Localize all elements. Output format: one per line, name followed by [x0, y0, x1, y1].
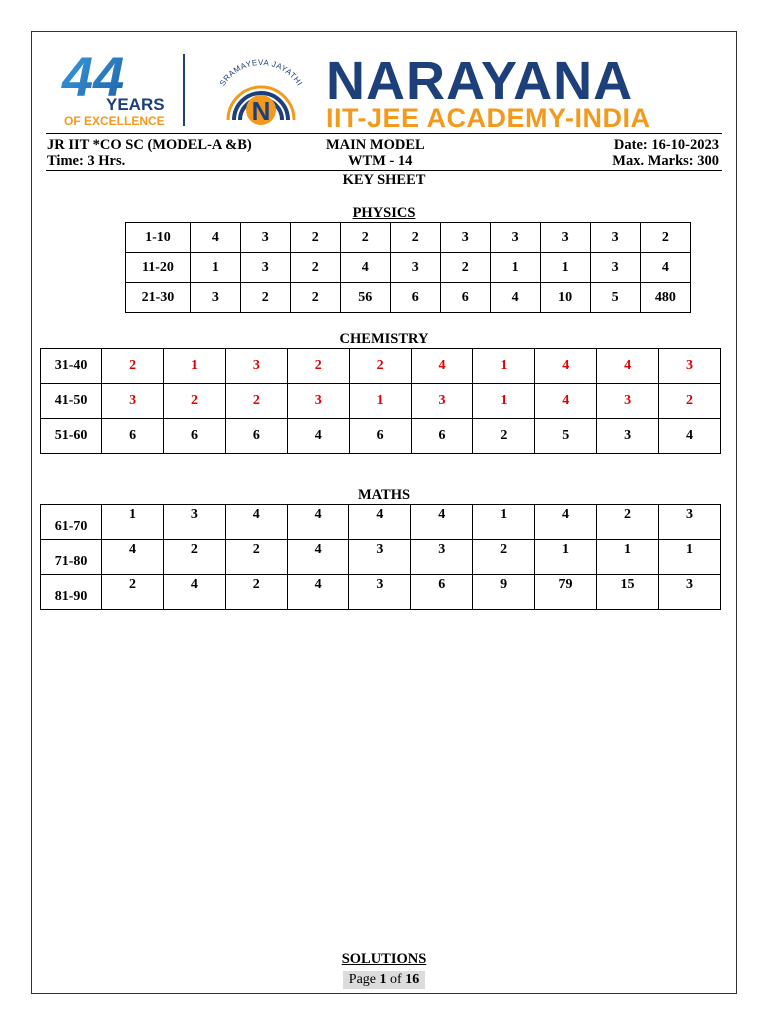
answer-cell: 3	[597, 419, 659, 454]
answer-cell: 2	[287, 349, 349, 384]
table-row	[126, 253, 691, 283]
answer-cell: 6	[411, 419, 473, 454]
answer-cell: 3	[659, 505, 721, 540]
answer-cell: 4	[535, 349, 597, 384]
answer-cell: 2	[290, 253, 340, 283]
answer-cell: 4	[349, 505, 411, 540]
answer-cell: 5	[590, 283, 640, 313]
answer-cell: 4	[287, 505, 349, 540]
chemistry-title: CHEMISTRY	[339, 331, 429, 347]
question-range: 31-40	[41, 349, 102, 384]
question-range: 41-50	[41, 384, 102, 419]
answer-cell: 6	[225, 419, 287, 454]
answer-cell: 79	[535, 575, 597, 610]
question-range: 71-80	[41, 540, 102, 575]
narayana-emblem	[200, 50, 322, 130]
answer-cell: 2	[640, 223, 690, 253]
svg-text:SRAMAYEVA JAYATHI	[218, 58, 304, 88]
answer-cell: 3	[411, 384, 473, 419]
answer-cell: 6	[440, 283, 490, 313]
answer-cell: 4	[287, 540, 349, 575]
answer-cell: 2	[659, 384, 721, 419]
header-rule-bottom	[46, 170, 722, 171]
physics-key-table	[125, 222, 691, 313]
answer-cell: 4	[411, 505, 473, 540]
excellence-text: OF EXCELLENCE	[64, 114, 165, 128]
answer-cell: 1	[473, 349, 535, 384]
answer-cell: 15	[597, 575, 659, 610]
answer-cell: 3	[390, 253, 440, 283]
table-row	[41, 575, 721, 610]
answer-cell: 4	[535, 384, 597, 419]
answer-cell: 3	[490, 223, 540, 253]
answer-cell: 4	[640, 253, 690, 283]
solutions-heading: SOLUTIONS	[341, 951, 427, 967]
answer-cell: 2	[473, 419, 535, 454]
answer-cell: 3	[190, 283, 240, 313]
answer-cell: 4	[102, 540, 164, 575]
answer-cell: 3	[349, 575, 411, 610]
answer-cell: 4	[225, 505, 287, 540]
exam-duration: Time: 3 Hrs.	[47, 153, 126, 169]
page-current: 1	[379, 972, 387, 987]
brand-name: NARAYANA	[326, 51, 634, 111]
answer-cell: 2	[102, 575, 164, 610]
answer-cell: 1	[473, 505, 535, 540]
answer-cell: 10	[540, 283, 590, 313]
answer-cell: 4	[535, 505, 597, 540]
answer-cell: 1	[490, 253, 540, 283]
answer-cell: 9	[473, 575, 535, 610]
answer-cell: 1	[597, 540, 659, 575]
table-row	[126, 283, 691, 313]
answer-cell: 5	[535, 419, 597, 454]
answer-cell: 3	[659, 349, 721, 384]
years-word: YEARS	[106, 95, 165, 114]
table-row	[41, 505, 721, 540]
answer-cell: 1	[473, 384, 535, 419]
answer-cell: 2	[473, 540, 535, 575]
answer-cell: 4	[163, 575, 225, 610]
test-code: WTM - 14	[348, 153, 413, 169]
answer-cell: 6	[349, 419, 411, 454]
answer-cell: 2	[163, 540, 225, 575]
answer-cell: 1	[164, 349, 226, 384]
logo-divider	[183, 54, 185, 126]
answer-cell: 4	[190, 223, 240, 253]
answer-cell: 2	[597, 505, 659, 540]
question-range: 21-30	[126, 283, 191, 313]
answer-cell: 3	[240, 223, 290, 253]
answer-cell: 2	[225, 540, 287, 575]
answer-cell: 2	[102, 349, 164, 384]
maths-key-table	[40, 504, 721, 610]
emblem-motto: SRAMAYEVA JAYATHI	[217, 57, 305, 88]
answer-cell: 3	[590, 223, 640, 253]
answer-cell: 3	[597, 384, 659, 419]
answer-cell: 3	[349, 540, 411, 575]
answer-cell: 4	[659, 419, 721, 454]
page-word: Page	[348, 972, 377, 987]
answer-cell: 4	[411, 349, 473, 384]
key-sheet-title: KEY SHEET	[342, 172, 426, 188]
question-range: 11-20	[126, 253, 191, 283]
emblem-letter: N	[251, 96, 271, 126]
model-name: MAIN MODEL	[326, 137, 425, 153]
answer-cell: 2	[164, 384, 226, 419]
answer-cell: 3	[590, 253, 640, 283]
answer-cell: 4	[287, 419, 349, 454]
answer-cell: 4	[490, 283, 540, 313]
page-total: 16	[405, 972, 420, 987]
answer-cell: 4	[597, 349, 659, 384]
page-number	[343, 971, 425, 989]
table-row	[126, 223, 691, 253]
answer-cell: 1	[535, 540, 597, 575]
answer-cell: 6	[390, 283, 440, 313]
chemistry-key-table	[40, 348, 721, 454]
answer-cell: 3	[440, 223, 490, 253]
brand-subtitle: IIT-JEE ACADEMY-INDIA	[326, 103, 651, 133]
answer-cell: 3	[540, 223, 590, 253]
answer-cell: 6	[164, 419, 226, 454]
answer-cell: 3	[225, 349, 287, 384]
answer-cell: 1	[540, 253, 590, 283]
question-range: 51-60	[41, 419, 102, 454]
header-rule-top	[46, 133, 722, 134]
answer-cell: 3	[287, 384, 349, 419]
answer-cell: 56	[340, 283, 390, 313]
years-number: 44	[62, 50, 125, 108]
physics-title: PHYSICS	[352, 205, 416, 221]
answer-cell: 2	[290, 223, 340, 253]
answer-cell: 1	[659, 540, 721, 575]
max-marks: Max. Marks: 300	[612, 153, 719, 169]
answer-cell: 3	[659, 575, 721, 610]
answer-cell: 1	[190, 253, 240, 283]
answer-cell: 2	[225, 384, 287, 419]
answer-cell: 4	[287, 575, 349, 610]
answer-cell: 6	[102, 419, 164, 454]
table-row	[41, 419, 721, 454]
exam-date: Date: 16-10-2023	[613, 137, 719, 153]
answer-cell: 2	[340, 223, 390, 253]
maths-title: MATHS	[357, 487, 411, 503]
answer-cell: 1	[102, 505, 164, 540]
answer-cell: 3	[163, 505, 225, 540]
answer-cell: 2	[240, 283, 290, 313]
answer-cell: 4	[340, 253, 390, 283]
answer-cell: 3	[102, 384, 164, 419]
answer-cell: 2	[390, 223, 440, 253]
table-row	[41, 384, 721, 419]
question-range: 61-70	[41, 505, 102, 540]
page-of: of	[390, 972, 402, 987]
answer-cell: 1	[349, 384, 411, 419]
answer-cell: 2	[349, 349, 411, 384]
answer-cell: 2	[225, 575, 287, 610]
table-row	[41, 540, 721, 575]
answer-cell: 2	[290, 283, 340, 313]
course-name: JR IIT *CO SC (MODEL-A &B)	[47, 137, 252, 153]
44-years-logo	[60, 50, 172, 128]
answer-cell: 2	[440, 253, 490, 283]
answer-cell: 6	[411, 575, 473, 610]
question-range: 1-10	[126, 223, 191, 253]
answer-cell: 480	[640, 283, 690, 313]
answer-cell: 3	[240, 253, 290, 283]
question-range: 81-90	[41, 575, 102, 610]
answer-cell: 3	[411, 540, 473, 575]
table-row	[41, 349, 721, 384]
